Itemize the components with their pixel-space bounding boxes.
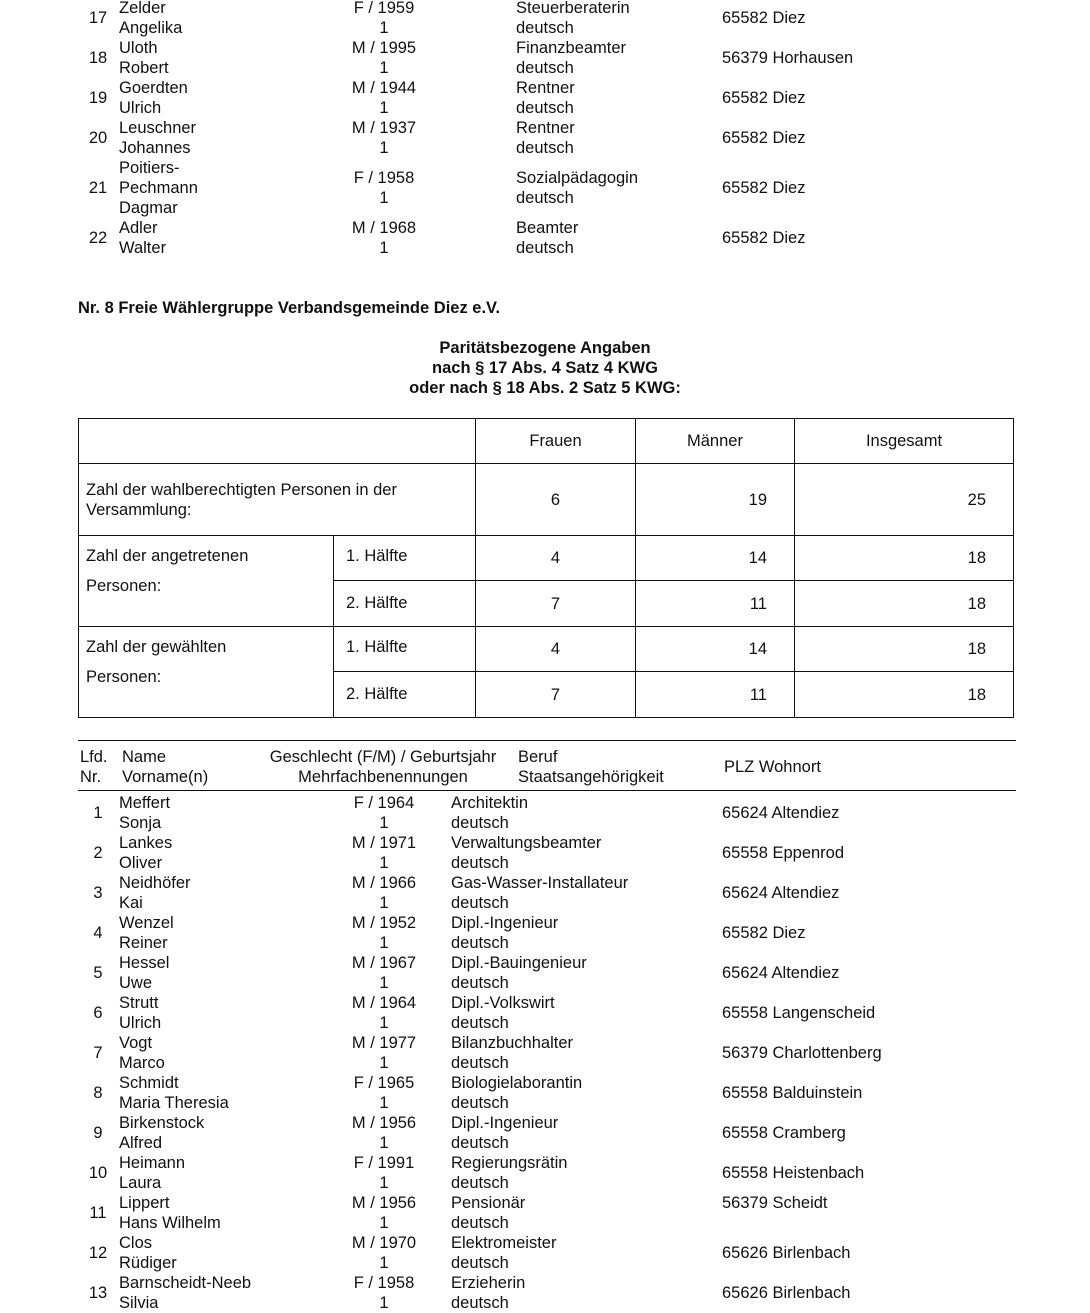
row-wohnort: 65558 Heistenbach — [722, 1164, 865, 1182]
row-staat: deutsch — [451, 894, 509, 912]
row-number: 4 — [93, 924, 103, 942]
header-vorname: Vorname(n) — [122, 768, 209, 786]
parity-cell-frauen: 7 — [476, 581, 636, 627]
row-geschlecht: F / 1991 — [353, 1154, 415, 1172]
parity-header-frauen: Frauen — [476, 419, 636, 464]
row-geschlecht: M / 1968 — [351, 219, 417, 237]
header-rule-top — [78, 740, 1016, 741]
row-wohnort: 65558 Cramberg — [722, 1124, 846, 1142]
row-mehrfach: 1 — [379, 19, 389, 37]
row-wohnort: 56379 Scheidt — [722, 1194, 828, 1212]
parity-cell-maenner: 19 — [636, 464, 795, 536]
row-vorname: Angelika — [119, 19, 183, 37]
row-geschlecht: M / 1971 — [351, 834, 417, 852]
row-staat: deutsch — [516, 239, 574, 257]
row-mehrfach: 1 — [379, 894, 389, 912]
row-wohnort: 65558 Langenscheid — [722, 1004, 876, 1022]
parity-cell-insgesamt: 25 — [795, 464, 1014, 536]
row-beruf: Dipl.-Bauingenieur — [451, 954, 587, 972]
parity-cell-insgesamt: 18 — [795, 536, 1014, 581]
parity-label-line: Zahl der angetretenen — [86, 547, 249, 565]
row-wohnort: 65624 Altendiez — [722, 964, 840, 982]
row-name: Adler — [119, 219, 158, 237]
row-number: 19 — [88, 89, 108, 107]
row-wohnort: 65626 Birlenbach — [722, 1244, 851, 1262]
row-number: 7 — [93, 1044, 103, 1062]
row-number: 6 — [93, 1004, 103, 1022]
row-mehrfach: 1 — [379, 59, 389, 77]
row-staat: deutsch — [451, 1134, 509, 1152]
parity-row-angetreten-1 — [79, 536, 1014, 581]
row-wohnort: 65558 Balduinstein — [722, 1084, 863, 1102]
header-mehrfach: Mehrfachbenennungen — [298, 768, 468, 786]
parity-label-line: Zahl der gewählten — [86, 638, 227, 656]
row-vorname: Uwe — [119, 974, 153, 992]
row-vorname: Maria Theresia — [119, 1094, 229, 1112]
parity-cell-frauen: 6 — [476, 464, 636, 536]
row-wohnort: 65582 Diez — [722, 89, 806, 107]
row-vorname: Laura — [119, 1174, 162, 1192]
row-number: 13 — [88, 1284, 108, 1302]
parity-half-label: 1. Hälfte — [334, 627, 476, 672]
row-beruf: Verwaltungsbeamter — [451, 834, 602, 852]
row-wohnort: 65582 Diez — [722, 9, 806, 27]
row-name: Leuschner — [119, 119, 197, 137]
row-number: 2 — [93, 844, 103, 862]
parity-table — [78, 418, 1014, 718]
parity-cell-frauen: 4 — [476, 627, 636, 672]
row-vorname: Marco — [119, 1054, 165, 1072]
row-wohnort: 65626 Birlenbach — [722, 1284, 851, 1302]
row-geschlecht: M / 1956 — [351, 1114, 417, 1132]
row-staat: deutsch — [516, 139, 574, 157]
row-geschlecht: M / 1995 — [351, 39, 417, 57]
row-staat: deutsch — [451, 1094, 509, 1112]
row-wohnort: 65582 Diez — [722, 129, 806, 147]
parity-label-line: Personen: — [86, 668, 162, 686]
row-staat: deutsch — [451, 1174, 509, 1192]
row-name: Vogt — [119, 1034, 153, 1052]
row-beruf: Regierungsrätin — [451, 1154, 568, 1172]
row-name: Heimann — [119, 1154, 186, 1172]
row-beruf: Sozialpädagogin — [516, 169, 639, 187]
row-vorname: Johannes — [119, 139, 191, 157]
row-name: Lankes — [119, 834, 173, 852]
row-number: 9 — [93, 1124, 103, 1142]
row-vorname: Rüdiger — [119, 1254, 177, 1272]
header-staat: Staatsangehörigkeit — [518, 768, 664, 786]
header-beruf: Beruf — [518, 748, 558, 766]
row-staat: deutsch — [451, 1294, 509, 1312]
row-staat: deutsch — [516, 19, 574, 37]
row-name: Wenzel — [119, 914, 174, 932]
row-vorname: Kai — [119, 894, 143, 912]
row-vorname: Walter — [119, 239, 167, 257]
parity-header-insgesamt: Insgesamt — [795, 419, 1014, 464]
row-staat: deutsch — [451, 814, 509, 832]
row-geschlecht: F / 1958 — [353, 169, 415, 187]
row-mehrfach: 1 — [379, 814, 389, 832]
parity-cell-insgesamt: 18 — [795, 672, 1014, 718]
row-vorname: Silvia — [119, 1294, 159, 1312]
row-geschlecht: M / 1970 — [351, 1234, 417, 1252]
row-mehrfach: 1 — [379, 1294, 389, 1312]
row-staat: deutsch — [516, 189, 574, 207]
row-geschlecht: M / 1944 — [351, 79, 417, 97]
row-name: Pechmann — [119, 179, 198, 197]
row-number: 21 — [88, 179, 108, 197]
row-number: 5 — [93, 964, 103, 982]
header-nr: Nr. — [80, 768, 102, 786]
row-beruf: Rentner — [516, 119, 575, 137]
row-geschlecht: M / 1937 — [351, 119, 417, 137]
parity-half-label: 1. Hälfte — [334, 536, 476, 581]
row-staat: deutsch — [451, 1054, 509, 1072]
parity-header-row — [79, 419, 1014, 464]
parity-cell-insgesamt: 18 — [795, 627, 1014, 672]
row-geschlecht: M / 1966 — [351, 874, 417, 892]
header-geschlecht: Geschlecht (F/M) / Geburtsjahr — [269, 748, 497, 766]
row-beruf: Steuerberaterin — [516, 0, 630, 17]
row-mehrfach: 1 — [379, 1014, 389, 1032]
row-vorname: Ulrich — [119, 1014, 162, 1032]
row-beruf: Elektromeister — [451, 1234, 557, 1252]
parity-title-line-2: nach § 17 Abs. 4 Satz 4 KWG — [432, 359, 658, 377]
row-geschlecht: M / 1952 — [351, 914, 417, 932]
row-beruf: Dipl.-Volkswirt — [451, 994, 555, 1012]
row-beruf: Pensionär — [451, 1194, 526, 1212]
row-wohnort: 56379 Charlottenberg — [722, 1044, 882, 1062]
row-name: Meffert — [119, 794, 171, 812]
parity-cell-maenner: 11 — [636, 672, 795, 718]
row-beruf: Beamter — [516, 219, 579, 237]
row-wohnort: 65582 Diez — [722, 179, 806, 197]
parity-label-angetreten — [79, 536, 334, 627]
row-staat: deutsch — [451, 1254, 509, 1272]
row-mehrfach: 1 — [379, 1174, 389, 1192]
row-mehrfach: 1 — [379, 1214, 389, 1232]
row-mehrfach: 1 — [379, 854, 389, 872]
row-mehrfach: 1 — [379, 1134, 389, 1152]
row-wohnort: 65624 Altendiez — [722, 884, 840, 902]
parity-cell-frauen: 7 — [476, 672, 636, 718]
row-name: Zelder — [119, 0, 166, 17]
row-staat: deutsch — [451, 974, 509, 992]
parity-half-label: 2. Hälfte — [334, 672, 476, 718]
row-beruf: Dipl.-Ingenieur — [451, 914, 559, 932]
row-staat: deutsch — [516, 99, 574, 117]
parity-cell-frauen: 4 — [476, 536, 636, 581]
parity-label-line: Versammlung: — [86, 500, 192, 519]
row-mehrfach: 1 — [379, 1254, 389, 1272]
row-number: 18 — [88, 49, 108, 67]
row-staat: deutsch — [451, 1014, 509, 1032]
row-vorname: Robert — [119, 59, 169, 77]
row-mehrfach: 1 — [379, 239, 389, 257]
row-mehrfach: 1 — [379, 1094, 389, 1112]
row-vorname: Oliver — [119, 854, 163, 872]
row-number: 17 — [88, 9, 108, 27]
row-beruf: Biologielaborantin — [451, 1074, 583, 1092]
row-mehrfach: 1 — [379, 189, 389, 207]
row-staat: deutsch — [451, 854, 509, 872]
parity-header-empty — [79, 419, 476, 464]
row-vorname: Dagmar — [119, 199, 178, 217]
row-name: Strutt — [119, 994, 159, 1012]
row-beruf: Gas-Wasser-Installateur — [451, 874, 629, 892]
row-mehrfach: 1 — [379, 99, 389, 117]
row-staat: deutsch — [451, 1214, 509, 1232]
row-name: Schmidt — [119, 1074, 179, 1092]
row-vorname: Sonja — [119, 814, 162, 832]
row-staat: deutsch — [516, 59, 574, 77]
row-beruf: Dipl.-Ingenieur — [451, 1114, 559, 1132]
parity-title-line-3: oder nach § 18 Abs. 2 Satz 5 KWG: — [409, 379, 681, 397]
parity-title-line-1: Paritätsbezogene Angaben — [439, 339, 651, 357]
section-heading: Nr. 8 Freie Wählergruppe Verbandsgemeinde Diez e.V. — [78, 299, 501, 317]
row-number: 1 — [93, 804, 103, 822]
header-rule-bottom — [78, 790, 1016, 791]
row-name: Barnscheidt-Neeb — [119, 1274, 252, 1292]
row-name: Hessel — [119, 954, 170, 972]
row-geschlecht: M / 1967 — [351, 954, 417, 972]
row-name: Lippert — [119, 1194, 170, 1212]
row-wohnort: 65624 Altendiez — [722, 804, 840, 822]
row-number: 22 — [88, 229, 108, 247]
row-staat: deutsch — [451, 934, 509, 952]
row-number: 10 — [88, 1164, 108, 1182]
row-name: Neidhöfer — [119, 874, 191, 892]
row-mehrfach: 1 — [379, 934, 389, 952]
row-beruf: Architektin — [451, 794, 529, 812]
row-mehrfach: 1 — [379, 139, 389, 157]
parity-cell-maenner: 14 — [636, 536, 795, 581]
row-beruf: Erzieherin — [451, 1274, 526, 1292]
row-beruf: Finanzbeamter — [516, 39, 627, 57]
row-mehrfach: 1 — [379, 974, 389, 992]
parity-row-wahlberechtigt — [79, 464, 1014, 536]
row-beruf: Bilanzbuchhalter — [451, 1034, 573, 1052]
header-plz: PLZ Wohnort — [724, 758, 821, 776]
row-name: Clos — [119, 1234, 153, 1252]
parity-label-wahlberechtigt — [79, 464, 476, 536]
row-wohnort: 65582 Diez — [722, 229, 806, 247]
row-wohnort: 65582 Diez — [722, 924, 806, 942]
row-name: Birkenstock — [119, 1114, 205, 1132]
row-geschlecht: F / 1959 — [353, 0, 415, 17]
parity-header-maenner: Männer — [636, 419, 795, 464]
row-geschlecht: F / 1958 — [353, 1274, 415, 1292]
row-mehrfach: 1 — [379, 1054, 389, 1072]
parity-cell-insgesamt: 18 — [795, 581, 1014, 627]
row-geschlecht: M / 1964 — [351, 994, 417, 1012]
row-number: 8 — [93, 1084, 103, 1102]
parity-half-label: 2. Hälfte — [334, 581, 476, 627]
row-number: 11 — [89, 1204, 107, 1222]
row-geschlecht: M / 1956 — [351, 1194, 417, 1212]
row-vorname: Hans Wilhelm — [119, 1214, 221, 1232]
header-name: Name — [122, 748, 167, 766]
row-beruf: Rentner — [516, 79, 575, 97]
row-number: 20 — [88, 129, 108, 147]
row-geschlecht: F / 1965 — [353, 1074, 415, 1092]
row-name: Poitiers- — [119, 159, 180, 177]
parity-label-gewaehlt — [79, 627, 334, 718]
parity-row-gewaehlt-1 — [79, 627, 1014, 672]
row-number: 12 — [88, 1244, 108, 1262]
row-geschlecht: F / 1964 — [353, 794, 415, 812]
row-vorname: Ulrich — [119, 99, 162, 117]
parity-cell-maenner: 11 — [636, 581, 795, 627]
row-geschlecht: M / 1977 — [351, 1034, 417, 1052]
row-wohnort: 56379 Horhausen — [722, 49, 854, 67]
row-name: Goerdten — [119, 79, 188, 97]
row-wohnort: 65558 Eppenrod — [722, 844, 845, 862]
parity-label-line: Personen: — [86, 577, 162, 595]
header-lfd: Lfd. — [80, 748, 108, 766]
row-number: 3 — [93, 884, 103, 902]
row-name: Uloth — [119, 39, 158, 57]
row-vorname: Reiner — [119, 934, 168, 952]
parity-cell-maenner: 14 — [636, 627, 795, 672]
row-vorname: Alfred — [119, 1134, 163, 1152]
parity-label-line: Zahl der wahlberechtigten Personen in der — [86, 480, 397, 499]
